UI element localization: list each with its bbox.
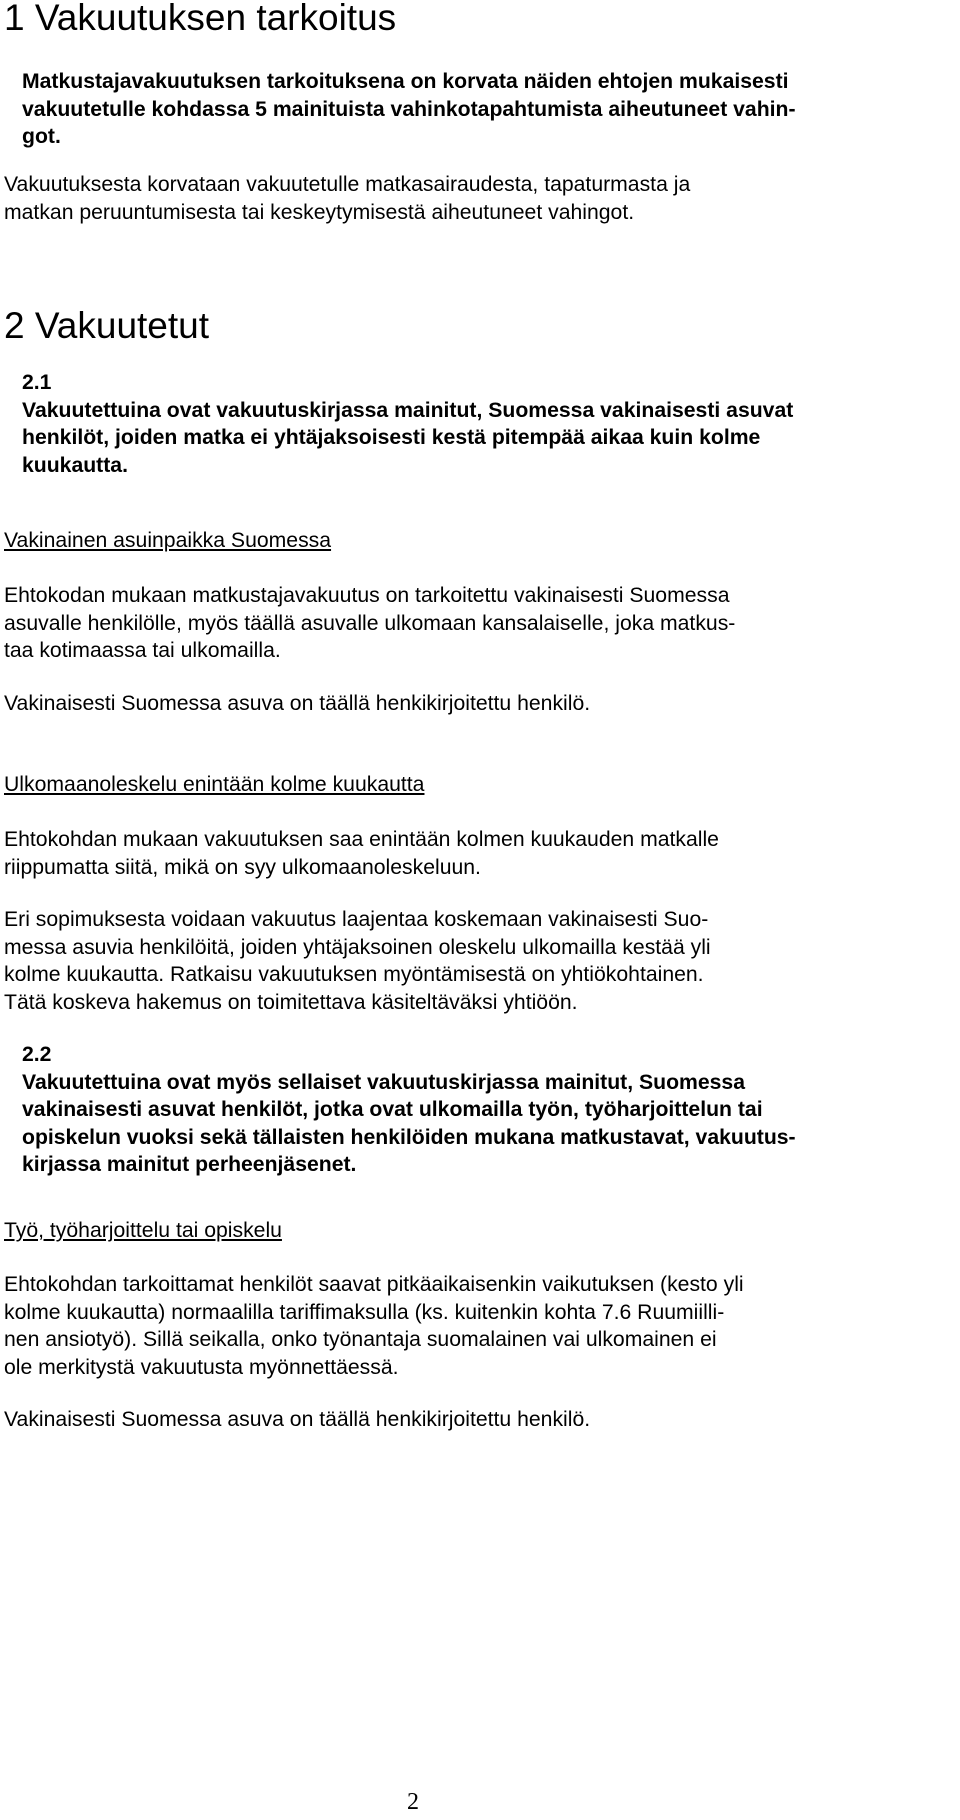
text-line: kolme kuukautta) normaalilla tariffimaksulla (ks. kuitenkin kohta 7.6 Ruumiilli-: [4, 1300, 725, 1324]
work-title: Työ, työharjoittelu tai opiskelu: [4, 1219, 282, 1242]
residence-title: Vakinainen asuinpaikka Suomessa: [4, 529, 332, 552]
text-line: kuukautta.: [22, 453, 128, 477]
subsection-2-1: [22, 369, 793, 479]
section-2-heading: 2 Vakuutetut: [4, 305, 210, 346]
text-line: Ehtokohdan tarkoittamat henkilöt saavat pitkäaikaisenkin vaikutuksen (kesto yli: [4, 1273, 744, 1296]
text-line: asuvalle henkilölle, myös täällä asuvalle ulkomaan kansalaiselle, joka matkus-: [4, 611, 736, 635]
section-1-body: [4, 171, 690, 226]
text-line: Matkustajavakuutuksen tarkoituksena on korvata näiden ehtojen mukaisesti: [22, 70, 789, 93]
text-line: Vakuutettuina ovat vakuutuskirjassa mainitut, Suomessa vakinaisesti asuvat: [22, 398, 794, 422]
text-line: Eri sopimuksesta voidaan vakuutus laajentaa koskemaan vakinaisesti Suo-: [4, 908, 709, 931]
text-line: Vakuutettuina ovat myös sellaiset vakuutuskirjassa mainitut, Suomessa: [22, 1070, 746, 1094]
text-line: henkilöt, joiden matka ei yhtäjaksoisesti kestä pitempää aikaa kuin kolme: [22, 426, 761, 449]
work-paragraph-2: Vakinaisesti Suomessa asuva on täällä henkikirjoitettu henkilö.: [4, 1408, 591, 1431]
page-number: 2: [407, 1789, 419, 1815]
subsection-2-2: [22, 1041, 796, 1179]
text-line: vakinaisesti asuvat henkilöt, jotka ovat ulkomailla työn, työharjoittelun tai: [22, 1098, 763, 1121]
text-line: Vakuutuksesta korvataan vakuutetulle matkasairaudesta, tapaturmasta ja: [4, 173, 691, 196]
residence-paragraph-1: [4, 582, 735, 665]
subsection-number: 2.1: [22, 371, 52, 394]
text-line: Ehtokodan mukaan matkustajavakuutus on tarkoitettu vakinaisesti Suomessa: [4, 584, 730, 607]
text-line: nen ansiotyö). Sillä seikalla, onko työnantaja suomalainen vai ulkomainen ei: [4, 1328, 717, 1351]
abroad-title: Ulkomaanoleskelu enintään kolme kuukautta: [4, 773, 425, 796]
text-line: ole merkitystä vakuutusta myönnettäessä.: [4, 1355, 399, 1379]
text-line: got.: [22, 125, 61, 148]
subsection-number: 2.2: [22, 1043, 52, 1066]
text-line: kirjassa mainitut perheenjäsenet.: [22, 1153, 357, 1176]
work-paragraph-1: [4, 1271, 744, 1381]
text-line: Ehtokohdan mukaan vakuutuksen saa enintään kolmen kuukauden matkalle: [4, 828, 719, 851]
section-1-intro: [22, 68, 796, 151]
text-line: riippumatta siitä, mikä on syy ulkomaanoleskeluun.: [4, 855, 481, 879]
text-line: opiskelun vuoksi sekä tällaisten henkilöiden mukana matkustavat, vakuutus-: [22, 1125, 796, 1149]
text-line: kolme kuukautta. Ratkaisu vakuutuksen myöntämisestä on yhtiökohtainen.: [4, 963, 704, 986]
text-line: taa kotimaassa tai ulkomailla.: [4, 639, 281, 662]
abroad-paragraph-2: [4, 906, 711, 1016]
text-line: vakuutetulle kohdassa 5 mainituista vahinkotapahtumista aiheutuneet vahin-: [22, 97, 796, 121]
text-line: messa asuvia henkilöitä, joiden yhtäjaksoinen oleskelu ulkomailla kestää yli: [4, 935, 711, 959]
text-line: Tätä koskeva hakemus on toimitettava käsiteltäväksi yhtiöön.: [4, 990, 578, 1014]
section-1-heading: 1 Vakuutuksen tarkoitus: [4, 0, 397, 38]
abroad-paragraph-1: [4, 826, 719, 881]
text-line: matkan peruuntumisesta tai keskeytymisestä aiheutuneet vahingot.: [4, 200, 635, 224]
residence-paragraph-2: Vakinaisesti Suomessa asuva on täällä henkikirjoitettu henkilö.: [4, 692, 591, 715]
